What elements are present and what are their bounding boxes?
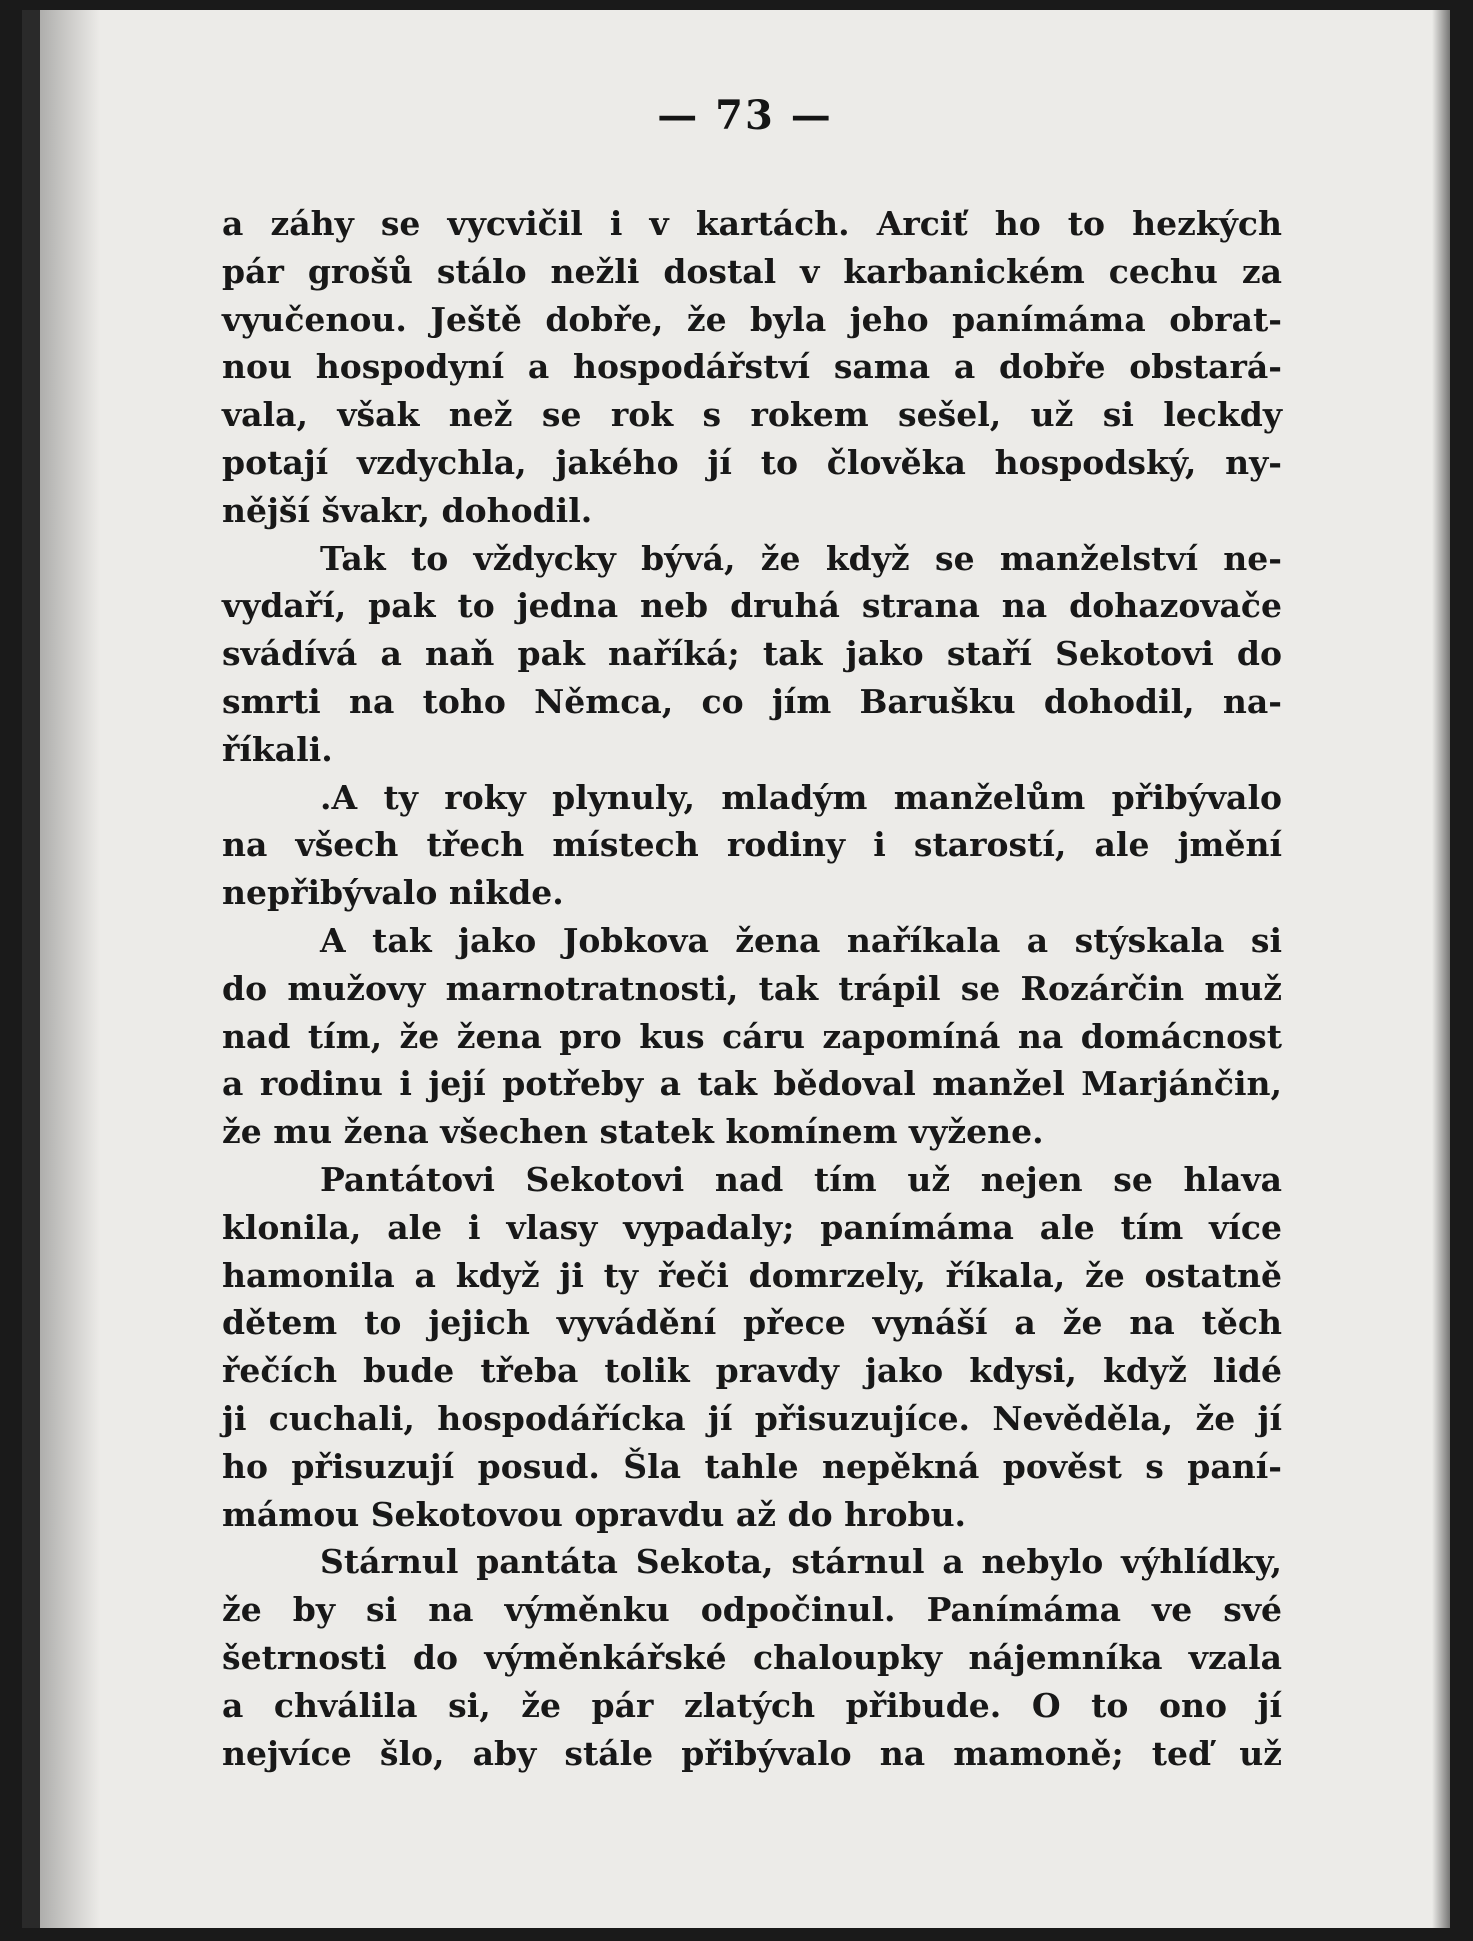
text-line: řečích bude třeba tolik pravdy jako kdysi, když lidé bbox=[222, 1351, 1282, 1391]
text-line: potají vzdychla, jakého jí to člověka hospodský, ny- bbox=[222, 442, 1282, 482]
text-line: nejvíce šlo, aby stále přibývalo na mamoně; teď už bbox=[222, 1733, 1282, 1773]
text-line: že by si na výměnku odpočinul. Panímáma ve své bbox=[222, 1590, 1282, 1630]
text-line: na všech třech místech rodiny i starostí, ale jmění bbox=[222, 825, 1282, 865]
text-line: hamonila a když ji ty řeči domrzely, říkala, že ostatně bbox=[222, 1255, 1282, 1295]
text-line: vyučenou. Ještě dobře, že byla jeho panímáma obrat- bbox=[222, 299, 1282, 339]
page-edge-shadow bbox=[1432, 10, 1450, 1928]
text-line: nou hospodyní a hospodářství sama a dobře obstará- bbox=[222, 347, 1282, 387]
text-line: vydaří, pak to jedna neb druhá strana na dohazovače bbox=[222, 586, 1282, 626]
gutter-shadow bbox=[40, 10, 100, 1928]
text-line: do mužovy marnotratnosti, tak trápil se Rozárčin muž bbox=[222, 968, 1282, 1008]
text-line: .A ty roky plynuly, mladým manželům přibývalo bbox=[320, 777, 1282, 817]
text-line: a záhy se vycvičil i v kartách. Arciť ho to hezkých bbox=[222, 204, 1282, 243]
text-line: Pantátovi Sekotovi nad tím už nejen se hlava bbox=[320, 1159, 1282, 1199]
text-line: Tak to vždycky bývá, že když se manželství ne- bbox=[320, 538, 1282, 578]
text-line: ho přisuzují posud. Šla tahle nepěkná pověst s paní- bbox=[222, 1446, 1282, 1486]
text-line: smrti na toho Němca, co jím Barušku dohodil, na- bbox=[222, 681, 1282, 721]
text-line: vala, však než se rok s rokem sešel, už si leckdy bbox=[222, 395, 1282, 435]
text-line: svádívá a naň pak naříká; tak jako staří Sekotovi do bbox=[222, 634, 1282, 674]
text-line: ji cuchali, hospodářícka jí přisuzujíce. Nevěděla, že jí bbox=[222, 1398, 1282, 1438]
text-line: a rodinu i její potřeby a tak bědoval manžel Marjánčin, bbox=[222, 1064, 1282, 1104]
text-line: Stárnul pantáta Sekota, stárnul a nebylo výhlídky, bbox=[320, 1542, 1282, 1582]
text-line: klonila, ale i vlasy vypadaly; panímáma ale tím více bbox=[222, 1207, 1282, 1247]
text-line: nepřibývalo nikde. bbox=[222, 873, 564, 913]
body-text bbox=[222, 200, 1282, 1777]
text-line: že mu žena všechen statek komínem vyžene. bbox=[222, 1112, 1044, 1152]
text-line: nější švakr, dohodil. bbox=[222, 490, 593, 530]
text-line: mámou Sekotovou opravdu až do hrobu. bbox=[222, 1494, 967, 1534]
page-number: — 73 — bbox=[657, 92, 833, 139]
text-line: nad tím, že žena pro kus cáru zapomíná na domácnost bbox=[222, 1016, 1282, 1056]
text-line: dětem to jejich vyvádění přece vynáší a že na těch bbox=[222, 1303, 1282, 1343]
text-line: pár grošů stálo nežli dostal v karbanickém cechu za bbox=[222, 251, 1282, 291]
text-line: a chválila si, že pár zlatých přibude. O to ono jí bbox=[222, 1685, 1282, 1725]
text-line: A tak jako Jobkova žena naříkala a stýskala si bbox=[320, 920, 1282, 960]
text-line: říkali. bbox=[222, 729, 333, 769]
book-page bbox=[22, 10, 1450, 1928]
text-line: šetrnosti do výměnkářské chaloupky nájemníka vzala bbox=[222, 1637, 1282, 1677]
